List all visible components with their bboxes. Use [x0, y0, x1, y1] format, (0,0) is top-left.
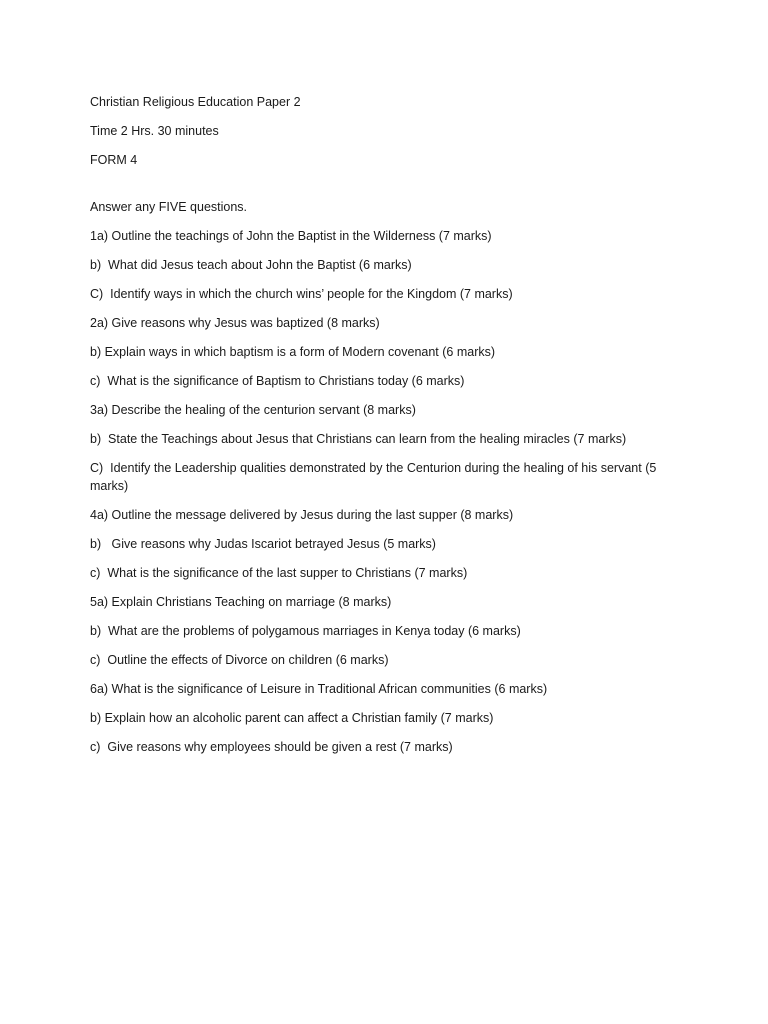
question-item: 1a) Outline the teachings of John the Baptist in the Wilderness (7 marks) [90, 229, 492, 243]
question-item: b) Explain ways in which baptism is a form of Modern covenant (6 marks) [90, 345, 496, 359]
question-item: b) State the Teachings about Jesus that Christians can learn from the healing miracles (7 marks) [90, 432, 627, 446]
form-level: FORM 4 [90, 153, 138, 167]
paper-title: Christian Religious Education Paper 2 [90, 95, 301, 109]
question-item: 5a) Explain Christians Teaching on marriage (8 marks) [90, 595, 392, 609]
question-item: c) Outline the effects of Divorce on children (6 marks) [90, 653, 389, 667]
question-item: b) What are the problems of polygamous marriages in Kenya today (6 marks) [90, 624, 521, 638]
question-item: 2a) Give reasons why Jesus was baptized (8 marks) [90, 316, 380, 330]
question-item: b) Explain how an alcoholic parent can affect a Christian family (7 marks) [90, 711, 494, 725]
question-item: c) Give reasons why employees should be given a rest (7 marks) [90, 740, 453, 754]
question-item: C) Identify the Leadership qualities demonstrated by the Centurion during the healing of his servant (5 marks) [90, 461, 660, 493]
question-item: b) Give reasons why Judas Iscariot betrayed Jesus (5 marks) [90, 537, 436, 551]
question-item: b) What did Jesus teach about John the Baptist (6 marks) [90, 258, 412, 272]
question-item: 6a) What is the significance of Leisure in Traditional African communities (6 marks) [90, 682, 548, 696]
question-item: 4a) Outline the message delivered by Jesus during the last supper (8 marks) [90, 508, 514, 522]
question-item: 3a) Describe the healing of the centurion servant (8 marks) [90, 403, 416, 417]
question-item: C) Identify ways in which the church wins’ people for the Kingdom (7 marks) [90, 287, 513, 301]
question-item: c) What is the significance of Baptism to Christians today (6 marks) [90, 374, 465, 388]
document-content [90, 93, 680, 767]
instruction-text: Answer any FIVE questions. [90, 200, 248, 214]
exam-duration: Time 2 Hrs. 30 minutes [90, 124, 219, 138]
question-item: c) What is the significance of the last supper to Christians (7 marks) [90, 566, 468, 580]
